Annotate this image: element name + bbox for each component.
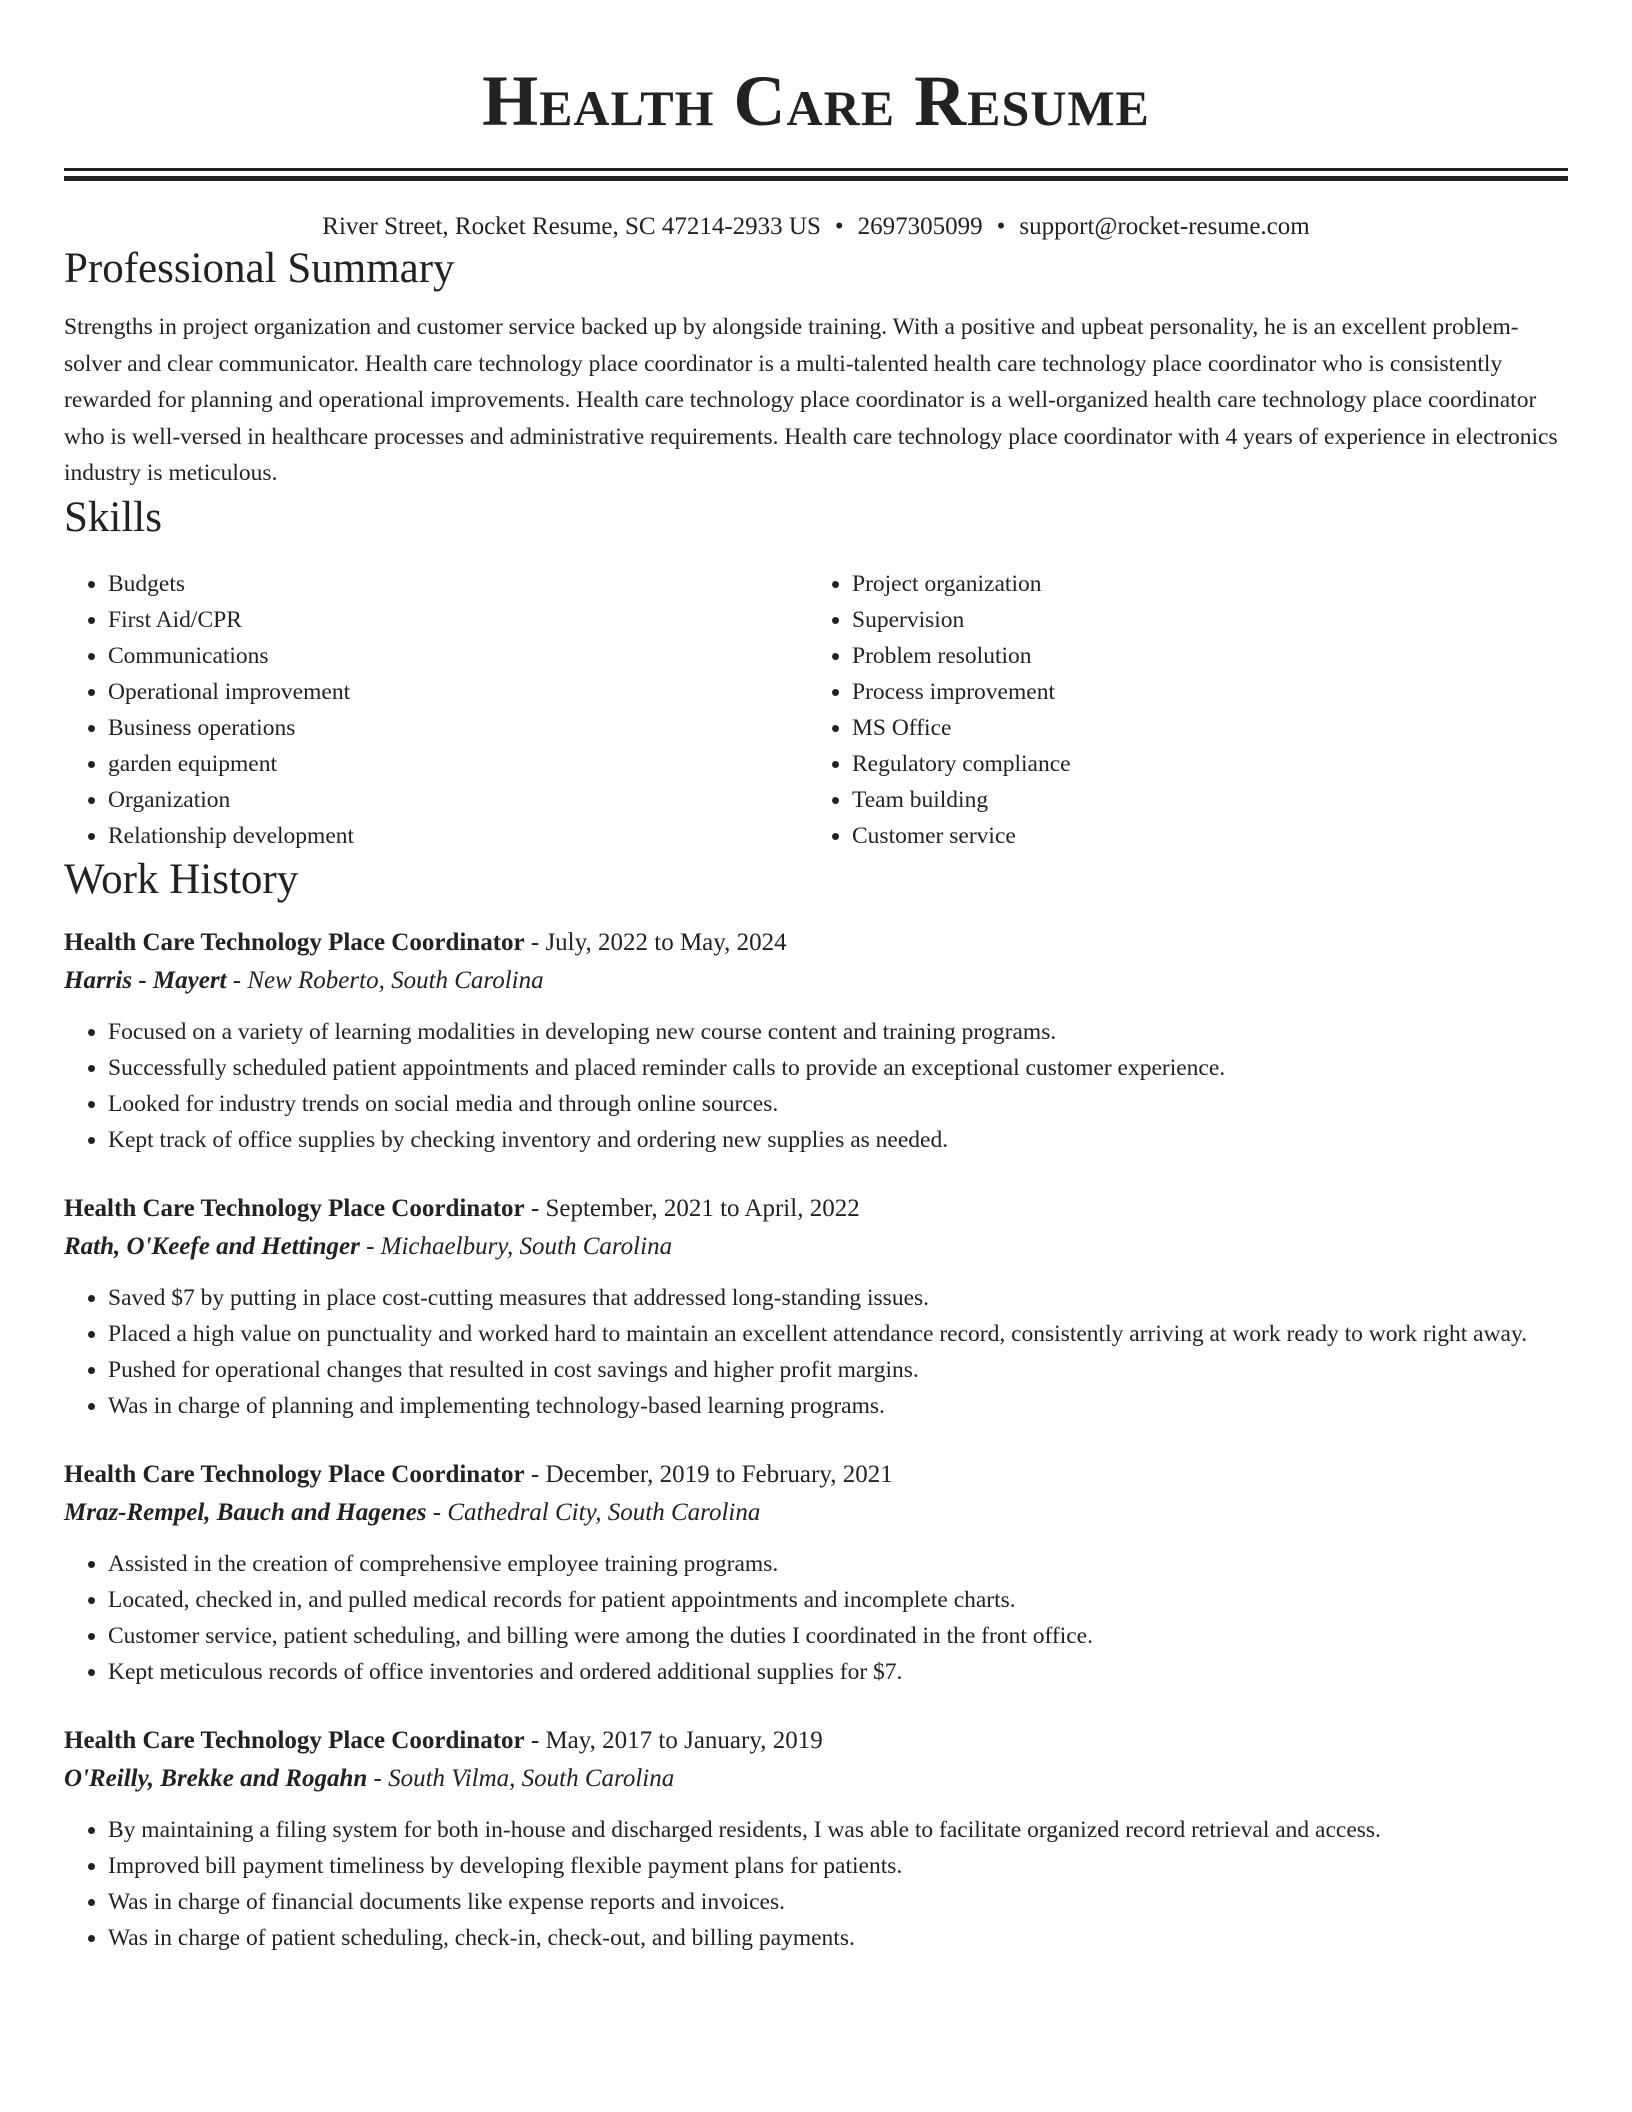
skill-item: • Team building — [852, 782, 1550, 818]
job-entry — [64, 1456, 1568, 1690]
skill-item: • Budgets — [108, 566, 806, 602]
job-dates: - September, 2021 to April, 2022 — [524, 1194, 860, 1222]
job-entry — [64, 1190, 1568, 1424]
job-duties — [64, 1280, 1568, 1424]
employer-line — [64, 1228, 1568, 1266]
summary-heading: Professional Summary — [64, 245, 455, 292]
skills-column-right — [806, 566, 1550, 854]
job-title-line — [64, 1190, 1568, 1228]
job-title: Health Care Technology Place Coordinator — [64, 1460, 525, 1488]
employer-name: Mraz-Rempel, Bauch and Hagenes — [64, 1498, 427, 1526]
skill-item: • Relationship development — [108, 818, 806, 854]
job-duty: • Improved bill payment timeliness by developing flexible payment plans for patients. — [108, 1848, 1568, 1884]
job-entry — [64, 924, 1568, 1158]
employer-line — [64, 962, 1568, 1000]
resume-page — [64, 0, 1568, 1956]
job-duty: • Customer service, patient scheduling, and billing were among the duties I coordinated in the front office. — [108, 1618, 1568, 1654]
job-duty: • Pushed for operational changes that resulted in cost savings and higher profit margins. — [108, 1352, 1568, 1388]
job-duty: • Placed a high value on punctuality and worked hard to maintain an excellent attendance record, consistently arriving at work ready to work right away. — [108, 1316, 1568, 1352]
job-dates: - July, 2022 to May, 2024 — [524, 928, 787, 956]
job-duties — [64, 1546, 1568, 1690]
employer-name: O'Reilly, Brekke and Rogahn — [64, 1764, 368, 1792]
skill-item: • Process improvement — [852, 674, 1550, 710]
job-duty: • Saved $7 by putting in place cost-cutting measures that addressed long-standing issues. — [108, 1280, 1568, 1316]
job-duty: • Focused on a variety of learning modalities in developing new course content and training programs. — [108, 1014, 1568, 1050]
job-title: Health Care Technology Place Coordinator — [64, 1194, 525, 1222]
job-title: Health Care Technology Place Coordinator — [64, 1726, 525, 1754]
skill-item: • First Aid/CPR — [108, 602, 806, 638]
job-location: - Cathedral City, South Carolina — [426, 1498, 761, 1526]
employer-line — [64, 1760, 1568, 1798]
skill-item: • Organization — [108, 782, 806, 818]
contact-address: River Street, Rocket Resume, SC 47214-2933 US — [322, 213, 821, 240]
employer-line — [64, 1494, 1568, 1532]
employer-name: Rath, O'Keefe and Hettinger — [64, 1232, 360, 1260]
skill-item: • Business operations — [108, 710, 806, 746]
skill-item: • Customer service — [852, 818, 1550, 854]
skill-item: • Communications — [108, 638, 806, 674]
title-divider-thin — [64, 168, 1568, 171]
contact-separator: • — [996, 213, 1006, 240]
resume-title: Health Care Resume — [482, 61, 1150, 141]
skills-heading: Skills — [64, 493, 162, 541]
contact-info — [64, 211, 1568, 243]
job-duties — [64, 1812, 1568, 1956]
job-duty: • Located, checked in, and pulled medical records for patient appointments and incomplete charts. — [108, 1582, 1568, 1618]
contact-phone: 2697305099 — [857, 213, 983, 240]
skill-item: • Project organization — [852, 566, 1550, 602]
job-duty: • Looked for industry trends on social media and through online sources. — [108, 1086, 1568, 1122]
job-duty: • By maintaining a filing system for both in-house and discharged residents, I was able to facilitate organized record retrieval and access. — [108, 1812, 1568, 1848]
skill-item: • MS Office — [852, 710, 1550, 746]
job-entry — [64, 1722, 1568, 1956]
job-title: Health Care Technology Place Coordinator — [64, 928, 525, 956]
job-dates: - May, 2017 to January, 2019 — [524, 1726, 823, 1754]
skill-item: • Regulatory compliance — [852, 746, 1550, 782]
employer-name: Harris - Mayert — [64, 966, 227, 994]
skill-item: • Problem resolution — [852, 638, 1550, 674]
work-history-heading: Work History — [64, 855, 299, 903]
job-duty: • Kept meticulous records of office inventories and ordered additional supplies for $7. — [108, 1654, 1568, 1690]
contact-separator: • — [834, 213, 844, 240]
skills-list — [64, 566, 1568, 854]
job-duty: • Kept track of office supplies by checking inventory and ordering new supplies as needed. — [108, 1122, 1568, 1158]
job-duties — [64, 1014, 1568, 1158]
job-dates: - December, 2019 to February, 2021 — [524, 1460, 893, 1488]
contact-email: support@rocket-resume.com — [1019, 213, 1310, 240]
job-duty: • Successfully scheduled patient appointments and placed reminder calls to provide an exceptional customer experience. — [108, 1050, 1568, 1086]
title-divider-thick — [64, 176, 1568, 181]
job-title-line — [64, 1722, 1568, 1760]
job-duty: • Was in charge of planning and implementing technology-based learning programs. — [108, 1388, 1568, 1424]
job-title-line — [64, 924, 1568, 962]
job-location: - Michaelbury, South Carolina — [359, 1232, 673, 1260]
skill-item: • garden equipment — [108, 746, 806, 782]
skill-item: • Operational improvement — [108, 674, 806, 710]
job-duty: • Assisted in the creation of comprehensive employee training programs. — [108, 1546, 1568, 1582]
job-location: - New Roberto, South Carolina — [226, 966, 544, 994]
job-duty: • Was in charge of financial documents like expense reports and invoices. — [108, 1884, 1568, 1920]
job-title-line — [64, 1456, 1568, 1494]
job-duty: • Was in charge of patient scheduling, check-in, check-out, and billing payments. — [108, 1920, 1568, 1956]
skills-column-left — [64, 566, 806, 854]
job-location: - South Vilma, South Carolina — [367, 1764, 675, 1792]
skill-item: • Supervision — [852, 602, 1550, 638]
summary-text: Strengths in project organization and customer service backed up by alongside training. With a positive and upbeat personality, he is an excellent problem-solver and clear communicator. Health care technology place coordinator is a multi-talented health care technology place coordinator who is consistently rewarded for planning and operational improvements. Health care technology place coordinator is a well-organized health care technology place coordinator who is well-versed in healthcare processes and administrative requirements. Health care technology place coordinator with 4 years of experience in electronics industry is meticulous. — [64, 314, 1558, 486]
